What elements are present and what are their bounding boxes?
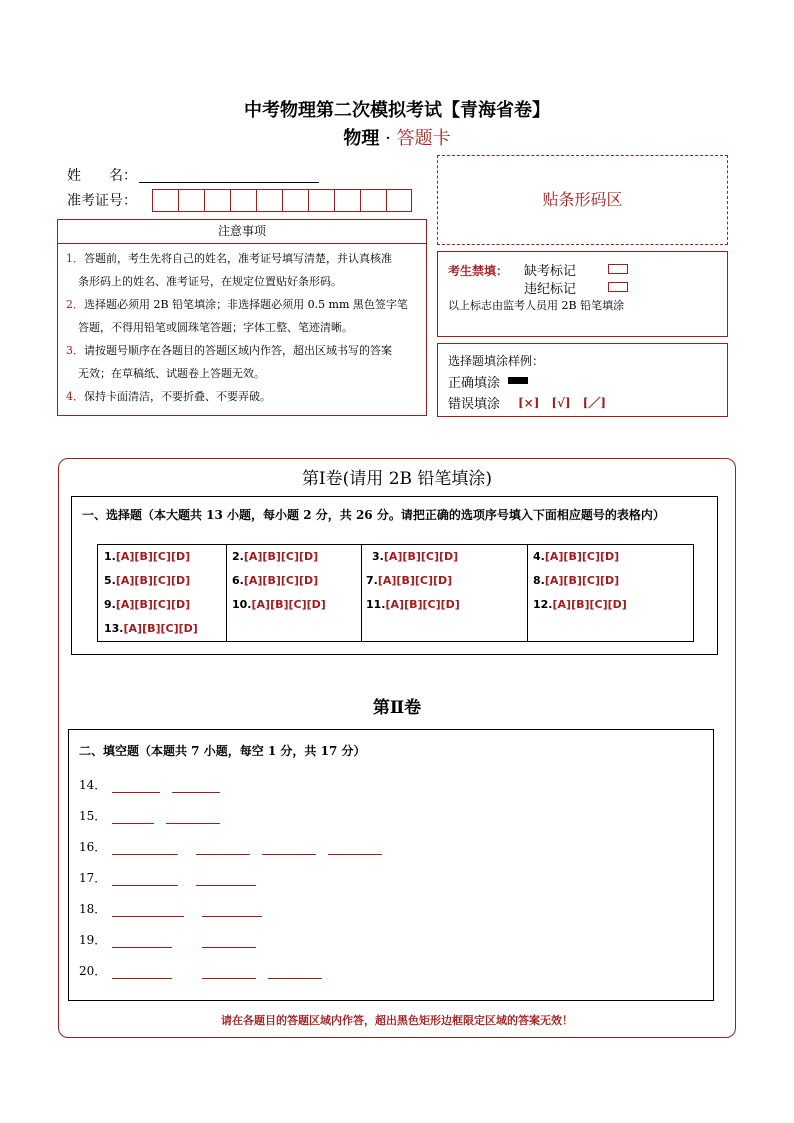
id-cell[interactable] xyxy=(204,189,230,212)
choice-q13[interactable]: 13.[A][B][C][D] xyxy=(104,622,198,635)
blank-field[interactable] xyxy=(112,946,172,948)
blank-field[interactable] xyxy=(112,791,160,793)
grid-divider xyxy=(226,545,227,641)
part1-title: 第Ⅰ卷(请用 2B 铅笔填涂) xyxy=(301,469,493,489)
blank-field[interactable] xyxy=(172,791,220,793)
subtitle-card: 答题卡 xyxy=(396,128,451,149)
id-cell[interactable] xyxy=(360,189,386,212)
grid-divider xyxy=(527,545,528,641)
choice-q7[interactable]: 7.[A][B][C][D] xyxy=(366,574,453,587)
blank-field[interactable] xyxy=(166,822,220,824)
subtitle-subject: 物理 xyxy=(343,128,380,149)
notes-title-box xyxy=(57,219,427,244)
note-item-2-cont: 答题，不得用铅笔或圆珠笔答题；字体工整、笔迹清晰。 xyxy=(78,321,353,334)
wrong-fill-label: 错误填涂 xyxy=(448,397,501,412)
choice-section xyxy=(71,496,718,655)
id-number-field[interactable] xyxy=(152,189,412,212)
name-field[interactable] xyxy=(139,182,319,183)
choice-q1[interactable]: 1.[A][B][C][D] xyxy=(104,550,191,563)
id-cell[interactable] xyxy=(152,189,178,212)
fill-row-17: 17． xyxy=(79,869,256,886)
fill-example-title: 选择题填涂样例： xyxy=(448,354,545,368)
fill-row-14: 14． xyxy=(79,776,220,793)
blank-field[interactable] xyxy=(112,977,172,979)
fill-row-19: 19． xyxy=(79,931,256,948)
choice-grid xyxy=(97,544,694,642)
choice-section-title: 一、选择题（本大题共 13 小题，每小题 2 分，共 26 分。请把正确的选项序号填入下面相应题号的表格内） xyxy=(82,508,665,522)
fill-section xyxy=(68,729,714,1001)
wrong-fill-samples: [×] [√] [／] xyxy=(518,396,607,410)
barcode-label: 贴条形码区 xyxy=(542,190,623,209)
id-cell[interactable] xyxy=(178,189,204,212)
fill-section-title: 二、填空题（本题共 7 小题，每空 1 分，共 17 分） xyxy=(79,744,366,758)
grid-divider xyxy=(361,545,362,641)
fill-example-box xyxy=(437,343,728,417)
blank-field[interactable] xyxy=(202,977,256,979)
blank-field[interactable] xyxy=(202,915,262,917)
notes-box xyxy=(57,243,427,416)
fill-row-18: 18． xyxy=(79,900,262,917)
choice-q12[interactable]: 12.[A][B][C][D] xyxy=(533,598,627,611)
name-label: 姓 名： xyxy=(67,168,137,184)
choice-q6[interactable]: 6.[A][B][C][D] xyxy=(232,574,319,587)
blank-field[interactable] xyxy=(196,884,256,886)
barcode-area xyxy=(437,155,728,245)
blank-field[interactable] xyxy=(112,853,178,855)
choice-q11[interactable]: 11.[A][B][C][D] xyxy=(366,598,460,611)
note-item-2: 2．选择题必须用 2B 铅笔填涂；非选择题必须用 0.5 mm 黑色签字笔 xyxy=(66,298,408,311)
note-item-1-cont: 条形码上的姓名、准考证号，在规定位置贴好条形码。 xyxy=(78,275,342,288)
subtitle-dot: · xyxy=(385,128,391,149)
page-title: 中考物理第二次模拟考试【青海省卷】 xyxy=(244,100,550,121)
blank-field[interactable] xyxy=(268,977,322,979)
notes-title: 注意事项 xyxy=(217,224,266,238)
blank-field[interactable] xyxy=(112,884,178,886)
part2-title: 第Ⅱ卷 xyxy=(372,698,422,718)
footer-warning: 请在各题目的答题区域内作答，超出黑色矩形边框限定区域的答案无效！ xyxy=(221,1014,573,1027)
choice-q9[interactable]: 9.[A][B][C][D] xyxy=(104,598,191,611)
page-subtitle xyxy=(0,124,794,150)
choice-q4[interactable]: 4.[A][B][C][D] xyxy=(533,550,620,563)
blank-field[interactable] xyxy=(112,915,184,917)
blank-field[interactable] xyxy=(112,822,154,824)
id-cell[interactable] xyxy=(334,189,360,212)
prohibited-label: 考生禁填： xyxy=(448,264,509,278)
choice-q5[interactable]: 5.[A][B][C][D] xyxy=(104,574,191,587)
prohibited-note: 以上标志由监考人员用 2B 铅笔填涂 xyxy=(448,299,625,312)
id-label: 准考证号： xyxy=(67,193,137,209)
violation-mark-box[interactable] xyxy=(608,282,628,292)
id-cell[interactable] xyxy=(308,189,334,212)
blank-field[interactable] xyxy=(196,853,250,855)
absent-mark-box[interactable] xyxy=(608,264,628,274)
violation-mark-label: 违纪标记 xyxy=(524,282,577,297)
id-cell[interactable] xyxy=(256,189,282,212)
blank-field[interactable] xyxy=(328,853,382,855)
fill-row-16: 16． xyxy=(79,838,382,855)
id-cell[interactable] xyxy=(282,189,308,212)
fill-row-20: 20． xyxy=(79,962,322,979)
choice-q8[interactable]: 8.[A][B][C][D] xyxy=(533,574,620,587)
correct-fill-sample xyxy=(508,377,528,384)
prohibited-box xyxy=(437,251,728,337)
note-item-3-cont: 无效；在草稿纸、试题卷上答题无效。 xyxy=(78,367,265,380)
note-item-3: 3．请按题号顺序在各题目的答题区域内作答，超出区域书写的答案 xyxy=(66,344,392,357)
id-cell[interactable] xyxy=(386,189,412,212)
correct-fill-label: 正确填涂 xyxy=(448,376,501,391)
note-item-4: 4．保持卡面清洁，不要折叠、不要弄破。 xyxy=(66,390,271,403)
choice-q2[interactable]: 2.[A][B][C][D] xyxy=(232,550,319,563)
absent-mark-label: 缺考标记 xyxy=(524,264,577,279)
choice-q10[interactable]: 10.[A][B][C][D] xyxy=(232,598,326,611)
note-item-1: 1．答题前，考生先将自己的姓名，准考证号填写清楚，并认真核准 xyxy=(66,252,392,265)
fill-row-15: 15． xyxy=(79,807,220,824)
blank-field[interactable] xyxy=(262,853,316,855)
blank-field[interactable] xyxy=(202,946,256,948)
id-cell[interactable] xyxy=(230,189,256,212)
choice-q3[interactable]: 3.[A][B][C][D] xyxy=(372,550,459,563)
